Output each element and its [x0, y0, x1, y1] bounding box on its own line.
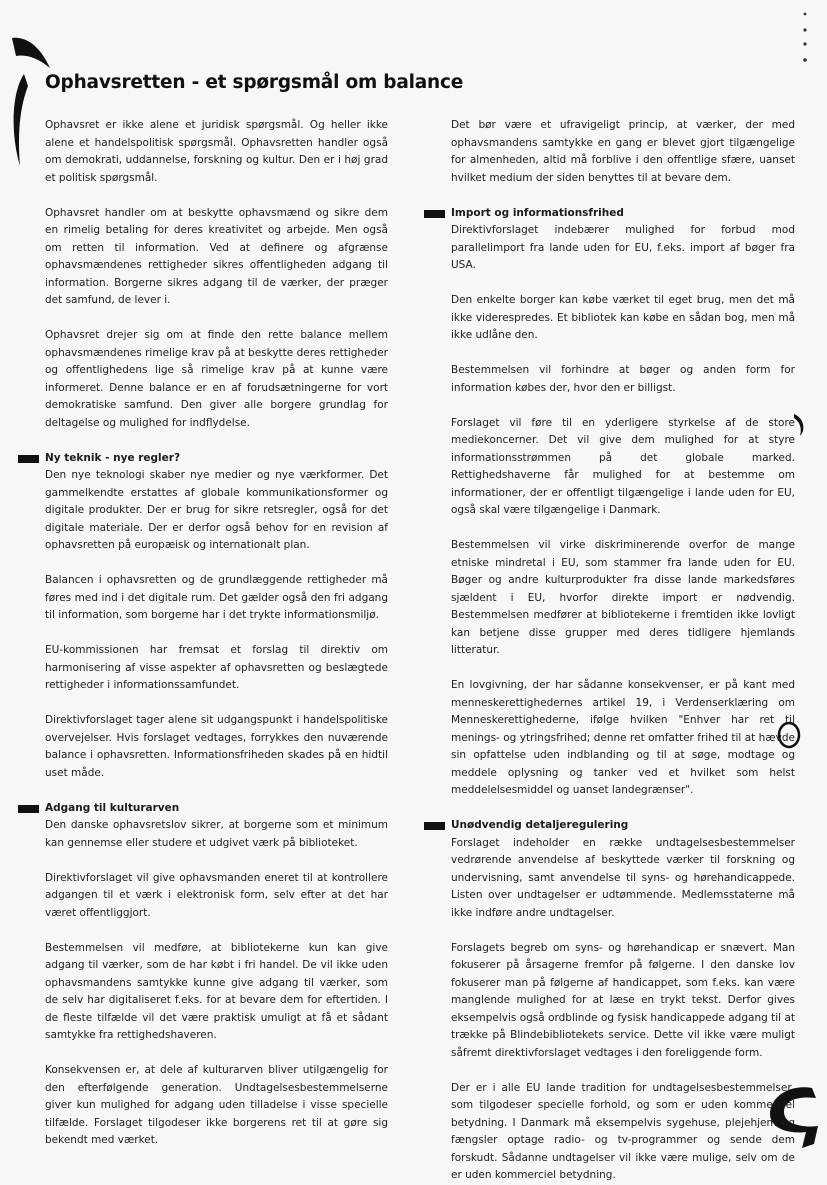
- body-paragraph: Forslaget vil føre til en yderligere styrkelse af de store mediekoncerner. Det vil give dem mulighed for at styre informationsstrømmen på det globale marked. Rettighedshaverne får mulighed for at bestemme om informationer, der er offentligt tilgængelige i lande uden for EU, også skal være tilgængelige i Danmark.: [451, 416, 795, 516]
- body-paragraph: Forslagets begreb om syns- og hørehandicap er snævert. Man fokuserer på årsagerne fremfor på følgerne. I den danske lov fokuserer man på følgerne af handicappet, som f.eks. kan være manglende mulighed for at læse en trykt tekst. Derfor gives eksempelvis også ordblinde og fysisk handicappede adgang til at trække på Blindebibliotekets service. Dette vil ikke være muligt såfremt direktivforslaget vedtages i den foreliggende form.: [451, 941, 795, 1059]
- section-heading-text: Unødvendig detaljeregulering: [451, 819, 629, 831]
- body-paragraph: Den danske ophavsretslov sikrer, at borgerne som et minimum kan gennemse eller studere et udgivet værk på biblioteket.: [45, 819, 388, 849]
- body-paragraph: Balancen i ophavsretten og de grundlæggende rettigheder må føres med ind i det digitale rum. Det gælder også den fri adgang til information, som borgerne har i det trykte informationsmiljø.: [45, 574, 388, 621]
- section-heading: [451, 205, 795, 223]
- body-paragraph: Det bør være et ufravigeligt princip, at værker, der med ophavsmandens samtykke en gang er blevet gjort tilgængelige for almenheden, altid må forblive i den offentlige sfære, uanset hvilket medium der siden benyttes til at bevare dem.: [451, 119, 795, 184]
- decorative-bracket-icon: [6, 72, 32, 168]
- body-paragraph: Den nye teknologi skaber nye medier og nye værkformer. Det gammelkendte erstattes af globale kommunikationsformer og digitale produkter. Der er brug for sikre retsregler, også for det digitale materiale. Der er derfor også behov for en revision af ophavsretten på europæisk og internationalt plan.: [45, 469, 388, 551]
- section-heading-text: Adgang til kulturarven: [45, 801, 180, 814]
- section-bullet-icon: [18, 455, 39, 463]
- section-bullet-icon: [424, 822, 445, 830]
- body-paragraph: Ophavsret handler om at beskytte ophavsmænd og sikre dem en rimelig betaling for deres kreativitet og arbejde. Men også om retten til information. Ved at definere og afgrænse ophavsmændenes rettigheder sikres offentligheden adgang til information. Borgerne sikres adgang til de værker, der præger det samfund, de lever i.: [45, 206, 388, 306]
- body-paragraph: Forslaget indeholder en række undtagelsesbestemmelser vedrørende anvendelse af beskyttede værker til forskning og undervisning, samt anvendelse til syns- og hørehandicappede. Listen over undtagelser er udtømmende. Medlemsstaterne må ikke indføre andre undtagelser.: [451, 836, 795, 919]
- section-bullet-icon: [18, 805, 39, 813]
- section-heading: [45, 450, 388, 468]
- body-paragraph: Direktivforslaget tager alene sit udgangspunkt i handelspolitiske overvejelser. Hvis forslaget vedtages, forrykkes den nuværende balance i ophavsretten. Informationsfriheden skades på en hidtil uset måde.: [45, 714, 388, 779]
- body-paragraph: EU-kommissionen har fremsat et forslag til direktiv om harmonisering af visse aspekter af ophavsretten og beslægtede rettigheder i informationssamfundet.: [45, 644, 388, 691]
- decorative-dots-icon: [798, 6, 812, 68]
- section-heading-text: Import og informationsfrihed: [451, 206, 624, 219]
- body-paragraph: Bestemmelsen vil forhindre at bøger og anden form for information købes der, hvor den er billigst.: [451, 364, 795, 394]
- body-paragraph: Konsekvensen er, at dele af kulturarven bliver utilgængelig for den efterfølgende generation. Undtagelsesbestemmelserne giver kun mulighed for adgang uden tilladelse i visse specielle tilfælde. Forslaget tilgodeser ikke borgerens ret til at gøre sig bekendt med værket.: [45, 1064, 388, 1146]
- section-bullet-icon: [424, 210, 445, 218]
- body-paragraph: Der er i alle EU lande tradition for undtagelsesbestemmelser, som tilgodeser specielle forhold, og som er uden kommerciel betydning. I Danmark må eksempelvis sygehuse, plejehjem og fængsler optage radio- og tv-programmer og sende dem forskudt. Sådanne undtagelser vil ikke være mulige, selv om de er uden kommerciel betydning.: [451, 1081, 795, 1181]
- section-heading: [451, 817, 795, 835]
- page-title: Ophavsretten - et spørgsmål om balance: [45, 72, 464, 93]
- body-paragraph: Ophavsret er ikke alene et juridisk spørgsmål. Og heller ikke alene et handelspolitisk spørgsmål. Ophavsretten handler også om demokrati, uddannelse, forskning og kultur. Den er i høj grad et politisk spørgsmål.: [45, 119, 388, 184]
- body-paragraph: Ophavsret drejer sig om at finde den rette balance mellem ophavsmændenes rimelige krav på at beskytte deres rettigheder og offentlighedens lige så rimelige krav på at kunne være informeret. Denne balance er en af forudsætningerne for vort demokratiske samfund. Den giver alle borgere grundlag for deltagelse og mulighed for indflydelse.: [45, 329, 388, 429]
- body-paragraph: Direktivforslaget vil give ophavsmanden eneret til at kontrollere adgangen til et værk i elektronisk form, selv efter at det har været offentliggjort.: [45, 871, 388, 919]
- body-paragraph: En lovgivning, der har sådanne konsekvenser, er på kant med menneskerettighedernes artikel 19, i Verdenserklæring om Menneskerettighederne, ifølge hvilken "Enhver har ret til menings- og ytringsfrihed; denne ret omfatter frihed til at hævde sin opfattelse uden indblanding og til at søge, modtage og meddele oplysning og tanker ved et hvilket som helst meddelelsesmiddel og uanset landegrænser".: [451, 679, 795, 796]
- section-heading-text: Ny teknik - nye regler?: [45, 451, 181, 464]
- body-paragraph: Den enkelte borger kan købe værket til eget brug, men det må ikke viderespredes. Et bibliotek kan købe en sådan bog, men må ikke udlåne den.: [451, 294, 795, 341]
- body-paragraph: Direktivforslaget indebærer mulighed for forbud mod parallelimport fra lande uden for EU, f.eks. import af bøger fra USA.: [451, 224, 795, 271]
- right-column: [451, 117, 795, 1185]
- left-column: [45, 117, 388, 1150]
- body-paragraph: Bestemmelsen vil medføre, at bibliotekerne kun kan give adgang til værker, som de har købt i fri handel. De vil ikke uden ophavsmandens samtykke kunne give adgang til værker, som de selv har digitaliseret f.eks. for at bevare dem for eftertiden. I de fleste tilfælde vil det være praktisk umuligt at få et sådant samtykke fra rettighedshaveren.: [45, 941, 388, 1041]
- body-paragraph: Bestemmelsen vil virke diskriminerende overfor de mange etniske mindretal i EU, som stammer fra lande uden for EU. Bøger og andre kulturprodukter fra disse lande markedsføres sjældent i EU, hvorfor direkte import er nødvendig. Bestemmelsen medfører at bibliotekerne i fremtiden ikke lovligt kan betjene disse grupper med deres tidligere hjemlands litteratur.: [451, 539, 795, 656]
- section-heading: [45, 800, 388, 818]
